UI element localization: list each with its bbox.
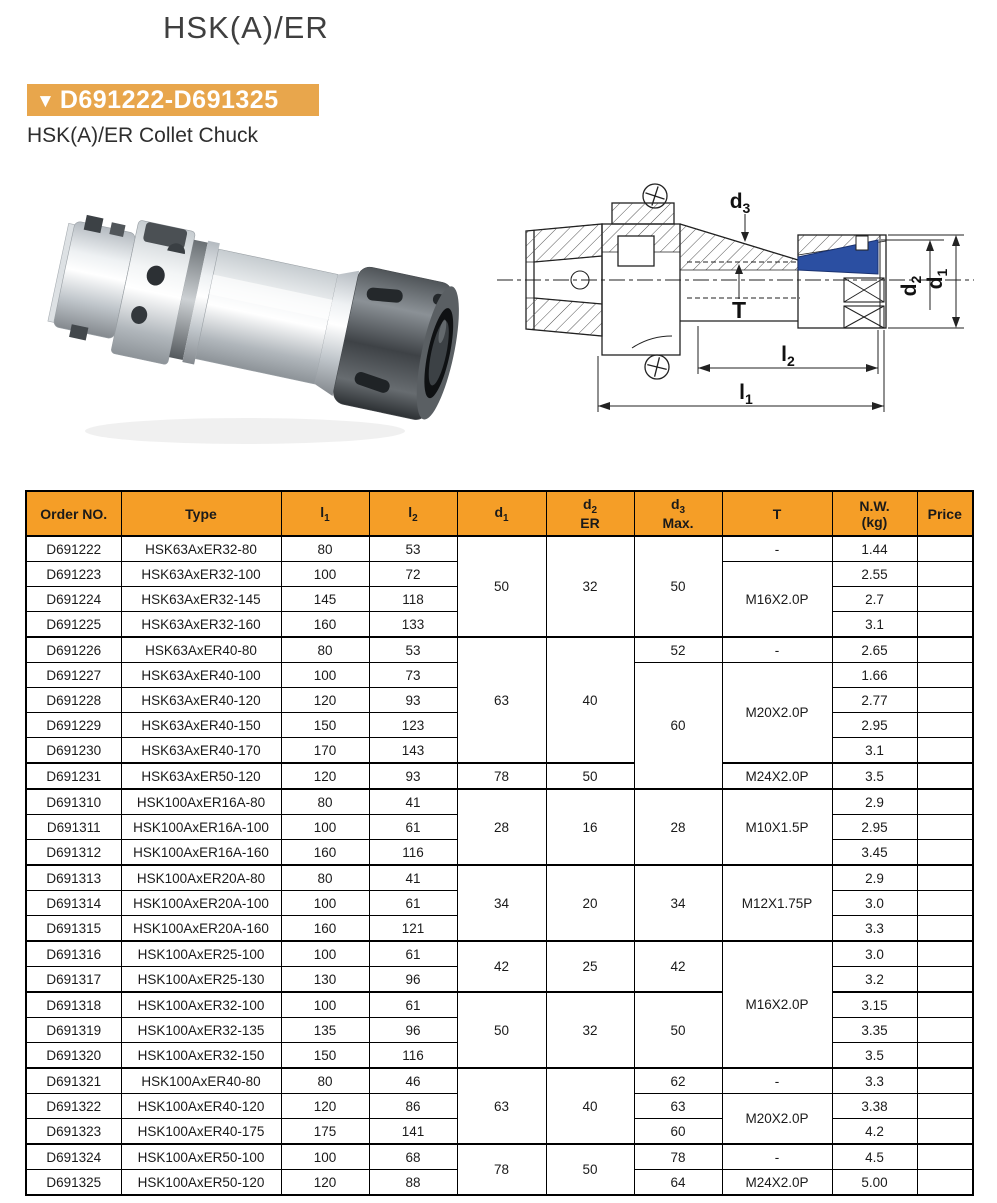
table-cell: D691313 xyxy=(26,865,121,891)
table-cell: M20X2.0P xyxy=(722,663,832,764)
table-cell: 100 xyxy=(281,562,369,587)
table-cell: 143 xyxy=(369,738,457,764)
table-cell: 60 xyxy=(634,663,722,790)
product-photo xyxy=(30,163,475,463)
table-cell: HSK100AxER16A-160 xyxy=(121,840,281,866)
table-cell: 2.7 xyxy=(832,587,917,612)
table-cell: M12X1.75P xyxy=(722,865,832,941)
table-cell: HSK63AxER40-150 xyxy=(121,713,281,738)
table-cell: HSK100AxER40-120 xyxy=(121,1094,281,1119)
table-cell: 28 xyxy=(457,789,546,865)
table-cell: 1.44 xyxy=(832,536,917,562)
table-cell: D691320 xyxy=(26,1043,121,1069)
dim-label-T: T xyxy=(731,297,747,323)
table-cell xyxy=(917,612,973,638)
table-cell: D691318 xyxy=(26,992,121,1018)
table-cell: HSK63AxER32-145 xyxy=(121,587,281,612)
table-cell xyxy=(917,1018,973,1043)
table-cell: 63 xyxy=(457,1068,546,1144)
table-cell xyxy=(917,763,973,789)
technical-drawing-image xyxy=(492,178,992,434)
column-header: N.W. (kg) xyxy=(832,491,917,536)
table-cell: 34 xyxy=(457,865,546,941)
table-cell xyxy=(917,815,973,840)
table-cell: 100 xyxy=(281,815,369,840)
table-cell: - xyxy=(722,1068,832,1094)
table-cell: 150 xyxy=(281,713,369,738)
table-cell: 80 xyxy=(281,789,369,815)
spec-table xyxy=(25,490,974,1196)
table-cell xyxy=(917,789,973,815)
table-cell: 86 xyxy=(369,1094,457,1119)
table-row xyxy=(26,1144,973,1170)
table-cell: D691322 xyxy=(26,1094,121,1119)
table-cell: 175 xyxy=(281,1119,369,1145)
table-cell: HSK100AxER16A-100 xyxy=(121,815,281,840)
table-cell: 61 xyxy=(369,891,457,916)
table-cell xyxy=(917,941,973,967)
table-cell: 96 xyxy=(369,967,457,993)
product-code-range: D691222-D691325 xyxy=(59,85,279,114)
table-cell: 3.1 xyxy=(832,612,917,638)
table-cell: 80 xyxy=(281,1068,369,1094)
table-cell xyxy=(917,1144,973,1170)
dim-label-d2: $d_2$ xyxy=(898,275,924,297)
table-cell: 62 xyxy=(634,1068,722,1094)
table-cell: 42 xyxy=(457,941,546,992)
table-cell: D691310 xyxy=(26,789,121,815)
table-cell: 3.0 xyxy=(832,941,917,967)
column-header: $d_1$ xyxy=(457,491,546,536)
table-cell: 42 xyxy=(634,941,722,992)
table-cell: 41 xyxy=(369,789,457,815)
table-cell: D691325 xyxy=(26,1170,121,1196)
table-cell: D691226 xyxy=(26,637,121,663)
table-cell: 120 xyxy=(281,1170,369,1196)
table-cell: 2.95 xyxy=(832,815,917,840)
table-cell: D691230 xyxy=(26,738,121,764)
table-cell xyxy=(917,891,973,916)
table-cell: 3.35 xyxy=(832,1018,917,1043)
table-cell: 3.1 xyxy=(832,738,917,764)
table-cell: 100 xyxy=(281,1144,369,1170)
table-cell: D691317 xyxy=(26,967,121,993)
column-header: T xyxy=(722,491,832,536)
table-cell: 28 xyxy=(634,789,722,865)
dim-label-l2: $l_2$ xyxy=(781,343,795,369)
column-header: Price xyxy=(917,491,973,536)
table-cell: 100 xyxy=(281,663,369,688)
table-cell: 3.5 xyxy=(832,763,917,789)
table-cell: HSK100AxER50-100 xyxy=(121,1144,281,1170)
dim-label-l1: $l_1$ xyxy=(739,381,753,407)
table-row xyxy=(26,536,973,562)
table-cell: 3.2 xyxy=(832,967,917,993)
table-cell: M10X1.5P xyxy=(722,789,832,865)
table-cell: 118 xyxy=(369,587,457,612)
column-header: Order NO. xyxy=(26,491,121,536)
column-header: Type xyxy=(121,491,281,536)
table-cell: M20X2.0P xyxy=(722,1094,832,1145)
table-cell: 130 xyxy=(281,967,369,993)
table-cell: 61 xyxy=(369,815,457,840)
column-header: $l_1$ xyxy=(281,491,369,536)
table-cell: 68 xyxy=(369,1144,457,1170)
table-cell: - xyxy=(722,536,832,562)
table-cell: D691319 xyxy=(26,1018,121,1043)
table-cell: HSK100AxER25-130 xyxy=(121,967,281,993)
table-cell: 160 xyxy=(281,612,369,638)
table-cell: D691228 xyxy=(26,688,121,713)
table-header-row xyxy=(26,491,973,536)
table-cell: 78 xyxy=(457,1144,546,1195)
table-cell xyxy=(917,663,973,688)
table-cell: 116 xyxy=(369,840,457,866)
table-cell: 135 xyxy=(281,1018,369,1043)
table-cell: M16X2.0P xyxy=(722,562,832,638)
table-cell: D691229 xyxy=(26,713,121,738)
table-cell: 50 xyxy=(634,992,722,1068)
column-header: $l_2$ xyxy=(369,491,457,536)
table-cell: 64 xyxy=(634,1170,722,1196)
table-cell: HSK100AxER32-135 xyxy=(121,1018,281,1043)
table-cell: - xyxy=(722,1144,832,1170)
table-cell: 50 xyxy=(457,536,546,637)
table-cell: 32 xyxy=(546,536,634,637)
table-cell: 52 xyxy=(634,637,722,663)
table-cell: 40 xyxy=(546,1068,634,1144)
table-cell: 80 xyxy=(281,865,369,891)
table-cell xyxy=(917,562,973,587)
table-cell: 50 xyxy=(546,1144,634,1195)
table-cell: 100 xyxy=(281,941,369,967)
table-cell: 72 xyxy=(369,562,457,587)
table-cell: 60 xyxy=(634,1119,722,1145)
table-cell xyxy=(917,1094,973,1119)
table-cell: HSK63AxER40-80 xyxy=(121,637,281,663)
table-cell: 2.9 xyxy=(832,789,917,815)
table-cell: D691315 xyxy=(26,916,121,942)
table-cell xyxy=(917,967,973,993)
table-cell: 2.55 xyxy=(832,562,917,587)
table-cell: 100 xyxy=(281,891,369,916)
table-cell: 50 xyxy=(546,763,634,789)
table-cell: D691231 xyxy=(26,763,121,789)
table-cell: HSK100AxER50-120 xyxy=(121,1170,281,1196)
table-cell: 2.95 xyxy=(832,713,917,738)
table-cell: 5.00 xyxy=(832,1170,917,1196)
table-cell: HSK63AxER40-120 xyxy=(121,688,281,713)
table-cell: 3.45 xyxy=(832,840,917,866)
table-cell: HSK100AxER40-80 xyxy=(121,1068,281,1094)
table-cell: 93 xyxy=(369,763,457,789)
triangle-icon: ▼ xyxy=(36,90,55,112)
table-cell xyxy=(917,865,973,891)
table-cell: M24X2.0P xyxy=(722,1170,832,1196)
table-row xyxy=(26,1068,973,1094)
table-cell: 160 xyxy=(281,916,369,942)
table-row xyxy=(26,789,973,815)
table-cell: HSK63AxER40-170 xyxy=(121,738,281,764)
table-cell: D691222 xyxy=(26,536,121,562)
table-cell: 96 xyxy=(369,1018,457,1043)
table-cell: 120 xyxy=(281,688,369,713)
table-cell: HSK100AxER32-100 xyxy=(121,992,281,1018)
product-code-banner xyxy=(27,84,319,116)
table-cell xyxy=(917,1170,973,1196)
table-cell: 20 xyxy=(546,865,634,941)
table-cell: D691227 xyxy=(26,663,121,688)
table-cell: 53 xyxy=(369,536,457,562)
table-cell: M16X2.0P xyxy=(722,941,832,1068)
table-cell: 121 xyxy=(369,916,457,942)
table-cell: 170 xyxy=(281,738,369,764)
table-cell: 3.5 xyxy=(832,1043,917,1069)
table-cell: HSK63AxER32-80 xyxy=(121,536,281,562)
table-cell xyxy=(917,840,973,866)
table-cell: 40 xyxy=(546,637,634,763)
table-cell: 145 xyxy=(281,587,369,612)
table-cell: 63 xyxy=(634,1094,722,1119)
table-cell: 4.5 xyxy=(832,1144,917,1170)
table-cell: D691223 xyxy=(26,562,121,587)
table-cell: 78 xyxy=(457,763,546,789)
table-cell: 133 xyxy=(369,612,457,638)
table-cell: - xyxy=(722,637,832,663)
table-cell: 3.3 xyxy=(832,1068,917,1094)
table-cell: 1.66 xyxy=(832,663,917,688)
table-cell: 3.0 xyxy=(832,891,917,916)
table-cell xyxy=(917,688,973,713)
table-row xyxy=(26,941,973,967)
table-cell: HSK63AxER50-120 xyxy=(121,763,281,789)
table-cell: 160 xyxy=(281,840,369,866)
table-row xyxy=(26,637,973,663)
table-cell: HSK100AxER20A-80 xyxy=(121,865,281,891)
table-cell: 2.65 xyxy=(832,637,917,663)
table-cell: 25 xyxy=(546,941,634,992)
table-cell xyxy=(917,713,973,738)
table-cell: HSK63AxER32-100 xyxy=(121,562,281,587)
table-row xyxy=(26,763,973,789)
table-cell: 120 xyxy=(281,763,369,789)
table-cell: 88 xyxy=(369,1170,457,1196)
table-cell: HSK100AxER20A-100 xyxy=(121,891,281,916)
table-cell: 141 xyxy=(369,1119,457,1145)
table-cell: 61 xyxy=(369,941,457,967)
table-cell xyxy=(917,1043,973,1069)
table-cell: D691323 xyxy=(26,1119,121,1145)
table-cell: 80 xyxy=(281,637,369,663)
table-cell: 73 xyxy=(369,663,457,688)
table-cell: D691314 xyxy=(26,891,121,916)
table-cell: 50 xyxy=(457,992,546,1068)
table-cell xyxy=(917,637,973,663)
table-cell: 93 xyxy=(369,688,457,713)
table-cell: HSK100AxER40-175 xyxy=(121,1119,281,1145)
column-header: $d_3$ Max. xyxy=(634,491,722,536)
column-header: $d_2$ ER xyxy=(546,491,634,536)
table-cell: HSK63AxER40-100 xyxy=(121,663,281,688)
table-cell: 16 xyxy=(546,789,634,865)
technical-drawing xyxy=(492,178,992,434)
table-cell: 116 xyxy=(369,1043,457,1069)
table-cell: D691225 xyxy=(26,612,121,638)
table-cell: D691316 xyxy=(26,941,121,967)
table-cell: 80 xyxy=(281,536,369,562)
table-cell xyxy=(917,1068,973,1094)
table-cell: 32 xyxy=(546,992,634,1068)
table-cell: HSK100AxER16A-80 xyxy=(121,789,281,815)
page-title: HSK(A)/ER xyxy=(163,10,329,45)
product-photo-image xyxy=(30,163,475,463)
table-cell xyxy=(917,1119,973,1145)
dim-label-d3: $d_3$ xyxy=(729,190,751,216)
product-subtitle: HSK(A)/ER Collet Chuck xyxy=(27,124,259,147)
table-cell: 63 xyxy=(457,637,546,763)
table-cell xyxy=(917,587,973,612)
table-cell: D691324 xyxy=(26,1144,121,1170)
table-cell: D691321 xyxy=(26,1068,121,1094)
table-cell: HSK100AxER25-100 xyxy=(121,941,281,967)
table-cell: D691224 xyxy=(26,587,121,612)
table-cell: 41 xyxy=(369,865,457,891)
table-cell: 4.2 xyxy=(832,1119,917,1145)
table-cell: 2.9 xyxy=(832,865,917,891)
table-cell xyxy=(917,916,973,942)
table-cell: 100 xyxy=(281,992,369,1018)
table-cell: 78 xyxy=(634,1144,722,1170)
table-cell: 3.15 xyxy=(832,992,917,1018)
table-cell: D691311 xyxy=(26,815,121,840)
table-row xyxy=(26,865,973,891)
table-cell: 3.3 xyxy=(832,916,917,942)
table-cell: 46 xyxy=(369,1068,457,1094)
table-cell: 34 xyxy=(634,865,722,941)
table-cell: M24X2.0P xyxy=(722,763,832,789)
table-cell xyxy=(917,536,973,562)
table-cell: 2.77 xyxy=(832,688,917,713)
table-cell xyxy=(917,992,973,1018)
table-cell: HSK100AxER32-150 xyxy=(121,1043,281,1069)
table-cell: HSK63AxER32-160 xyxy=(121,612,281,638)
table-cell: D691312 xyxy=(26,840,121,866)
table-cell: 50 xyxy=(634,536,722,637)
table-cell: 53 xyxy=(369,637,457,663)
spec-table-wrap xyxy=(25,490,972,1196)
dim-label-d1: $d_1$ xyxy=(924,268,950,290)
table-cell: 3.38 xyxy=(832,1094,917,1119)
table-cell: 123 xyxy=(369,713,457,738)
table-cell: HSK100AxER20A-160 xyxy=(121,916,281,942)
table-cell: 150 xyxy=(281,1043,369,1069)
table-cell xyxy=(917,738,973,764)
table-cell: 120 xyxy=(281,1094,369,1119)
table-cell: 61 xyxy=(369,992,457,1018)
